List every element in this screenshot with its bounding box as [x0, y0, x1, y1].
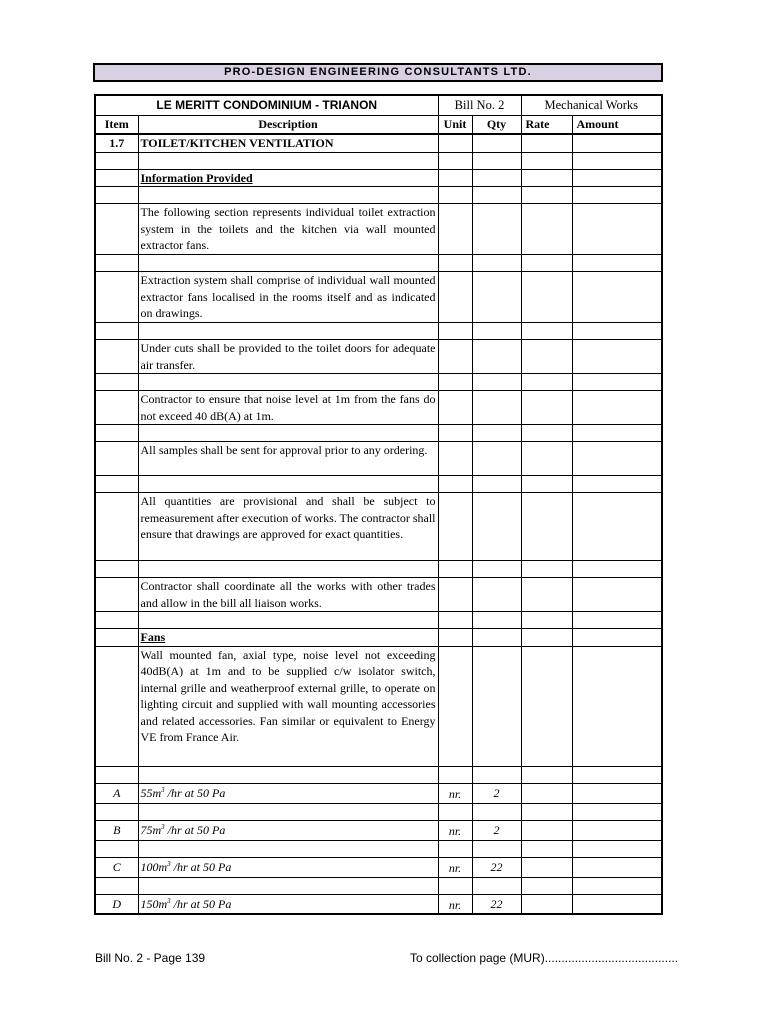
spacer-row — [95, 425, 662, 442]
item-a-description: $55m^3$ /hr at 50 Pa — [138, 783, 438, 803]
item-d-description: $150m^3$ /hr at 50 Pa — [138, 894, 438, 914]
section-title: TOILET/KITCHEN VENTILATION — [138, 134, 438, 152]
item-b-code: B — [95, 820, 138, 840]
col-item: Item — [95, 116, 138, 135]
item-d-qty: 22 — [472, 894, 521, 914]
col-amount: Amount — [572, 116, 662, 135]
info-heading: Information Provided — [140, 170, 253, 185]
spacer-row — [95, 561, 662, 578]
paragraph-4: Contractor to ensure that noise level at 1m from the fans do not exceed 40 dB(A) at 1m. — [140, 392, 436, 423]
table-row — [95, 783, 662, 803]
page-footer: Bill No. 2 - Page 139 — [95, 951, 206, 965]
paragraph-2: Extraction system shall comprise of individual wall mounted extractor fans localised in the rooms itself and as indicated on drawings. — [140, 273, 436, 320]
company-banner: PRO-DESIGN ENGINEERING CONSULTANTS LTD. — [93, 63, 663, 82]
project-title: LE MERITT CONDOMINIUM - TRIANON — [95, 95, 438, 116]
paragraph-1: The following section represents individual toilet extraction system in the toilets and the kitchen via wall mounted extractor fans. — [140, 205, 436, 252]
item-c-description: $100m^3$ /hr at 50 Pa — [138, 857, 438, 877]
bill-table — [94, 94, 663, 915]
item-d-unit: nr. — [438, 894, 472, 914]
item-c-unit: nr. — [438, 857, 472, 877]
table-row — [95, 272, 662, 323]
spacer-row — [95, 612, 662, 629]
table-row — [95, 894, 662, 914]
spacer-row — [95, 255, 662, 272]
fans-heading: Fans — [140, 630, 166, 644]
col-description: Description — [138, 116, 438, 135]
item-c-qty: 22 — [472, 857, 521, 877]
title-row — [95, 95, 662, 116]
spacer-row — [95, 840, 662, 857]
table-row — [95, 340, 662, 374]
table-row — [95, 578, 662, 612]
spacer-row — [95, 187, 662, 204]
item-a-qty: 2 — [472, 783, 521, 803]
collection-footer: To collection page (MUR)........................................ — [410, 951, 679, 965]
table-row — [95, 204, 662, 255]
table-row — [95, 442, 662, 476]
col-unit: Unit — [438, 116, 472, 135]
bill-number: Bill No. 2 — [438, 95, 521, 116]
fans-description: Wall mounted fan, axial type, noise level not exceeding 40dB(A) at 1m and to be supplied c/w isolator switch, internal grille and weatherproof external grille, to operate on lighting circuit and supplied with wall mounting accessories and related accessories. Fan similar or equivalent to Energy VE from France Air. — [140, 647, 436, 744]
col-qty: Qty — [472, 116, 521, 135]
table-row — [95, 629, 662, 647]
table-row — [95, 169, 662, 187]
paragraph-7: Contractor shall coordinate all the works with other trades and allow in the bill all liaison works. — [140, 579, 436, 610]
column-header-row — [95, 116, 662, 135]
item-b-qty: 2 — [472, 820, 521, 840]
spacer-row — [95, 374, 662, 391]
item-a-code: A — [95, 783, 138, 803]
table-row — [95, 857, 662, 877]
item-b-description: $75m^3$ /hr at 50 Pa — [138, 820, 438, 840]
item-d-code: D — [95, 894, 138, 914]
table-row — [95, 391, 662, 425]
spacer-row — [95, 323, 662, 340]
table-row — [95, 493, 662, 561]
paragraph-6: All quantities are provisional and shall be subject to remeasurement after execution of works. The contractor shall ensure that drawings are approved for exact quantities. — [140, 494, 436, 541]
paragraph-5: All samples shall be sent for approval prior to any ordering. — [140, 443, 428, 457]
col-rate: Rate — [521, 116, 572, 135]
table-row — [95, 820, 662, 840]
spacer-row — [95, 877, 662, 894]
table-row — [95, 646, 662, 766]
item-b-unit: nr. — [438, 820, 472, 840]
spacer-row — [95, 152, 662, 169]
section-number: 1.7 — [95, 134, 138, 152]
spacer-row — [95, 803, 662, 820]
spacer-row — [95, 476, 662, 493]
item-a-unit: nr. — [438, 783, 472, 803]
paragraph-3: Under cuts shall be provided to the toilet doors for adequate air transfer. — [140, 341, 436, 372]
item-c-code: C — [95, 857, 138, 877]
works-section: Mechanical Works — [521, 95, 662, 116]
spacer-row — [95, 766, 662, 783]
table-row — [95, 134, 662, 152]
